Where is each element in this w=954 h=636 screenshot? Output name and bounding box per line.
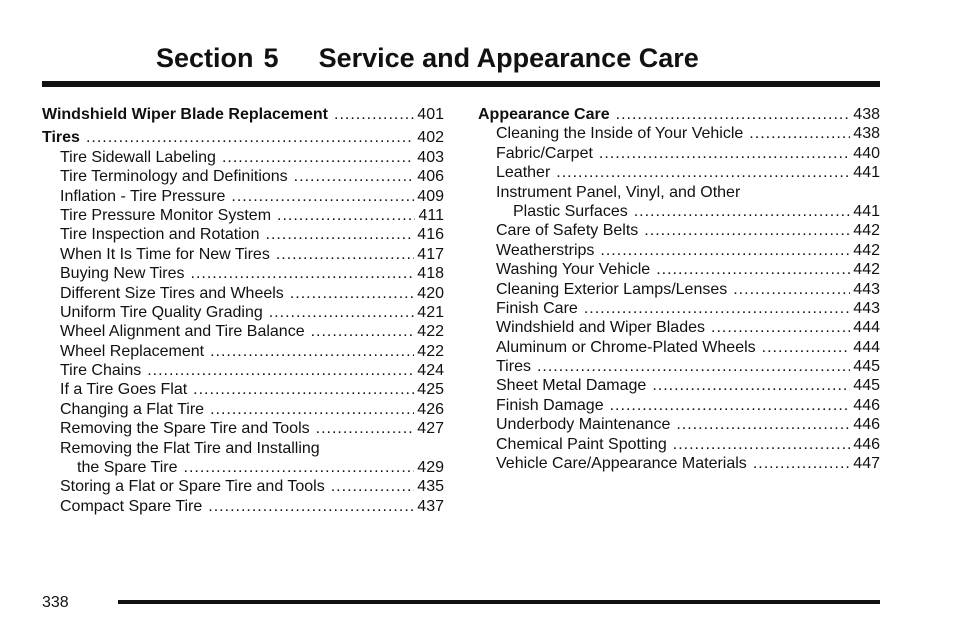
toc-entry[interactable]: Care of Safety Belts ..... 442 (478, 221, 880, 240)
toc-entry[interactable]: Uniform Tire Quality Grading ..... 421 (42, 303, 444, 322)
toc-entry-instrument-panel-line1[interactable]: Instrument Panel, Vinyl, and Other (496, 183, 741, 201)
toc-entry[interactable]: Vehicle Care/Appearance Materials ..... 447 (478, 454, 880, 473)
toc-entry[interactable]: Cleaning the Inside of Your Vehicle ..... 438 (478, 124, 880, 143)
toc-entry[interactable]: Wheel Alignment and Tire Balance ..... 422 (42, 322, 444, 341)
toc-entry[interactable]: Tires ..... 445 (478, 357, 880, 376)
toc-entry-tires[interactable]: Tires ..... 402 (42, 128, 444, 147)
footer-rule (118, 600, 880, 604)
toc-entry[interactable]: Sheet Metal Damage ..... 445 (478, 376, 880, 395)
toc-entry-appearance-care[interactable]: Appearance Care ..... 438 (478, 105, 880, 124)
toc-entry[interactable]: Leather ..... 441 (478, 163, 880, 182)
toc-entry[interactable]: Storing a Flat or Spare Tire and Tools ..... 435 (42, 477, 444, 496)
toc-left-column (42, 105, 444, 516)
toc-entry[interactable]: Buying New Tires ..... 418 (42, 264, 444, 283)
toc-entry[interactable]: Compact Spare Tire ..... 437 (42, 497, 444, 516)
toc-entry[interactable]: Removing the Spare Tire and Tools ..... 427 (42, 419, 444, 438)
toc-entry[interactable]: Different Size Tires and Wheels ..... 420 (42, 284, 444, 303)
toc-entry[interactable]: Inflation - Tire Pressure ..... 409 (42, 187, 444, 206)
section-label: Section (156, 43, 254, 73)
toc-entry[interactable]: Aluminum or Chrome-Plated Wheels ..... 444 (478, 338, 880, 357)
toc-right-column (478, 105, 880, 473)
toc-entry[interactable]: Cleaning Exterior Lamps/Lenses ..... 443 (478, 280, 880, 299)
toc-entry[interactable]: Finish Care ..... 443 (478, 299, 880, 318)
page-number: 338 (42, 594, 69, 611)
toc-entry[interactable]: Finish Damage ..... 446 (478, 396, 880, 415)
toc-entry[interactable]: Windshield and Wiper Blades ..... 444 (478, 318, 880, 337)
toc-entry[interactable]: Washing Your Vehicle ..... 442 (478, 260, 880, 279)
section-number: 5 (263, 43, 279, 73)
toc-entry-removing-flat[interactable]: the Spare Tire ..... 429 (42, 458, 444, 477)
section-heading (156, 43, 699, 74)
toc-entry[interactable]: When It Is Time for New Tires ..... 417 (42, 245, 444, 264)
toc-entry[interactable]: Fabric/Carpet ..... 440 (478, 144, 880, 163)
toc-entry[interactable]: Tire Terminology and Definitions ..... 406 (42, 167, 444, 186)
toc-entry-instrument-panel[interactable]: Plastic Surfaces ..... 441 (478, 202, 880, 221)
toc-entry[interactable]: Tire Sidewall Labeling ..... 403 (42, 148, 444, 167)
toc-entry-removing-flat-line1[interactable]: Removing the Flat Tire and Installing (60, 439, 320, 457)
toc-entry-windshield-wiper[interactable]: Windshield Wiper Blade Replacement ..... 401 (42, 105, 444, 124)
toc-entry[interactable]: Underbody Maintenance ..... 446 (478, 415, 880, 434)
toc-entry[interactable]: Chemical Paint Spotting ..... 446 (478, 435, 880, 454)
toc-entry[interactable]: Weatherstrips ..... 442 (478, 241, 880, 260)
toc-entry[interactable]: Tire Chains ..... 424 (42, 361, 444, 380)
section-title: Service and Appearance Care (318, 43, 699, 73)
toc-entry[interactable]: Wheel Replacement ..... 422 (42, 342, 444, 361)
toc-entry[interactable]: If a Tire Goes Flat ..... 425 (42, 380, 444, 399)
toc-entry[interactable]: Tire Pressure Monitor System ..... 411 (42, 206, 444, 225)
toc-entry[interactable]: Tire Inspection and Rotation ..... 416 (42, 225, 444, 244)
toc-entry[interactable]: Changing a Flat Tire ..... 426 (42, 400, 444, 419)
heading-rule (42, 81, 880, 87)
